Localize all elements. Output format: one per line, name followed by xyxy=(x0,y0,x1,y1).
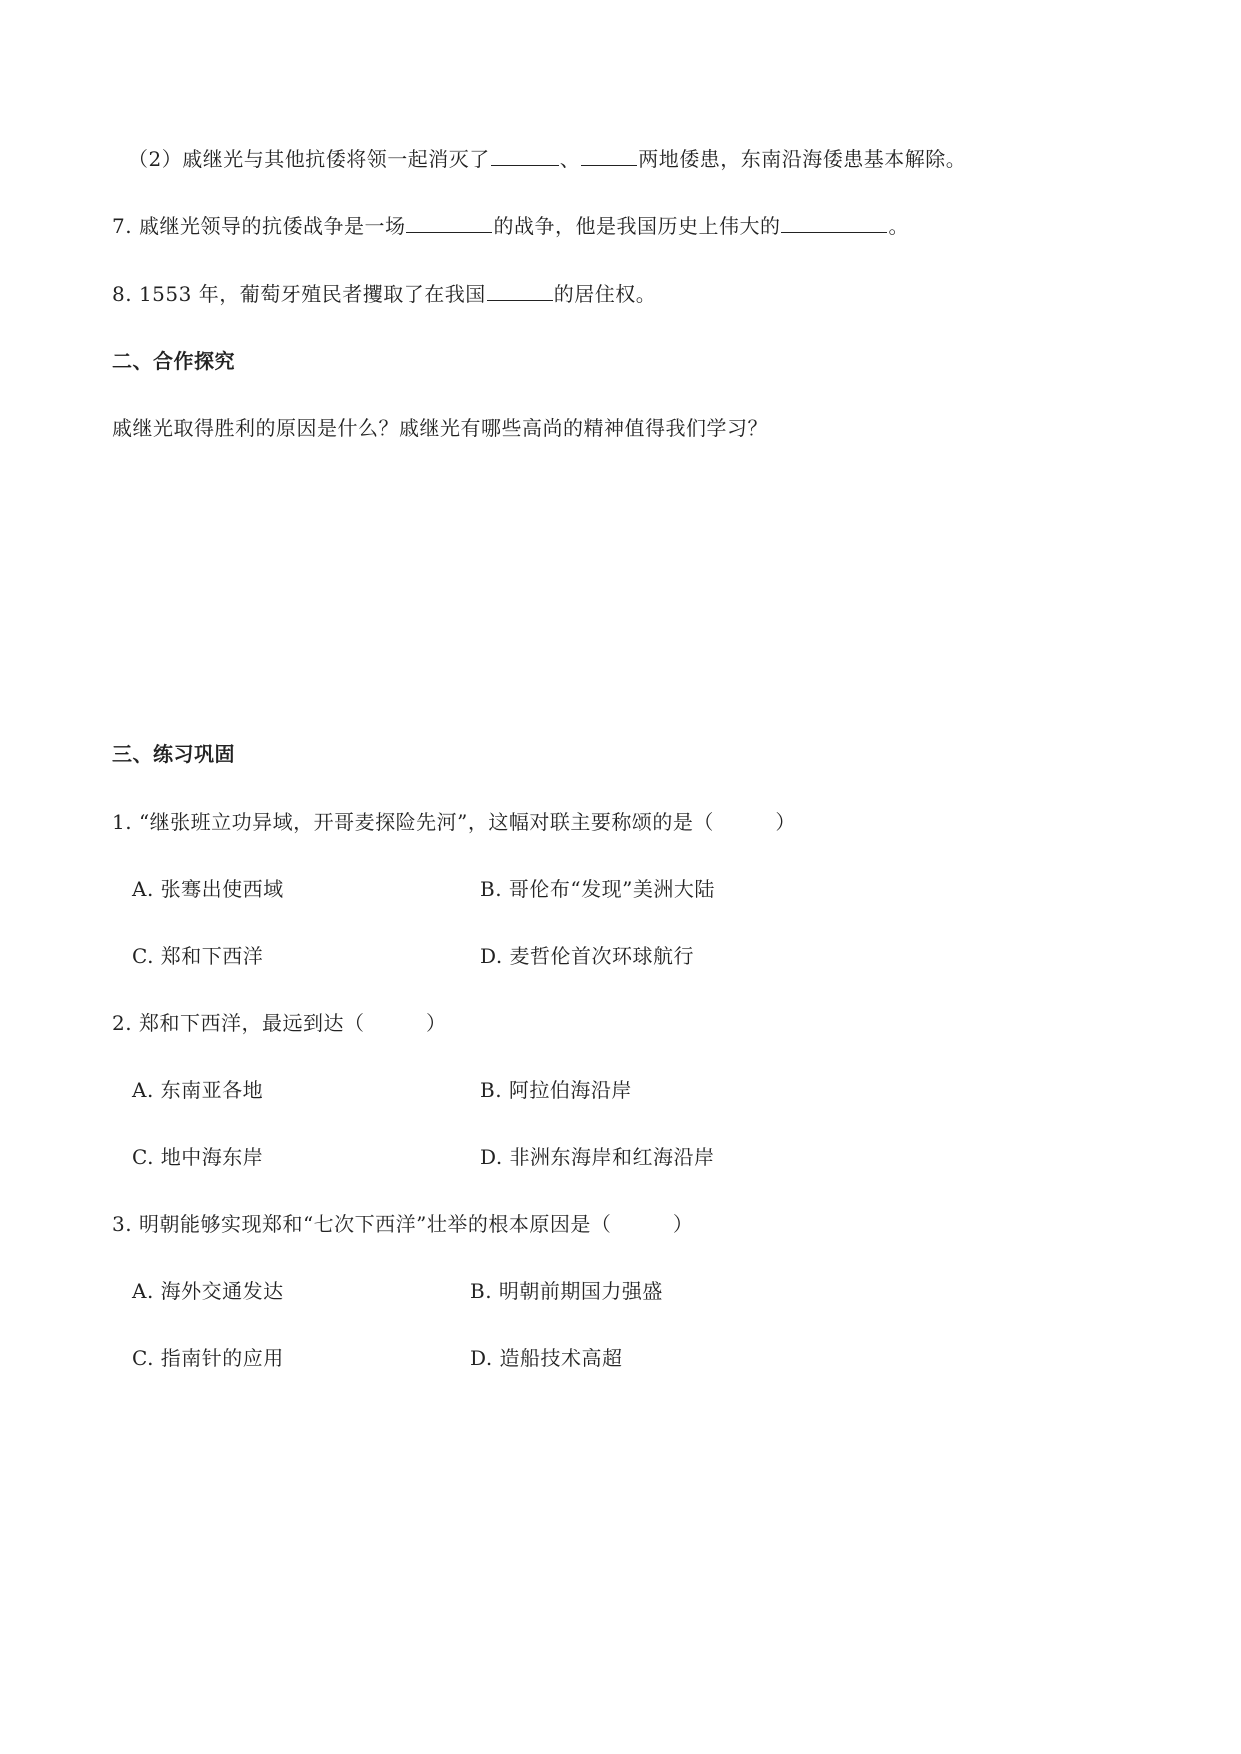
mc-question-1-option-c[interactable]: C. 郑和下西洋 xyxy=(132,944,264,968)
mc-question-1-option-b[interactable]: B. 哥伦布“发现”美洲大陆 xyxy=(480,877,715,901)
mc-question-2-option-b[interactable]: B. 阿拉伯海沿岸 xyxy=(480,1078,632,1102)
q7-text-1: 7. 戚继光领导的抗倭战争是一场 xyxy=(112,214,406,238)
answer-blank[interactable] xyxy=(406,214,492,233)
mc-question-2-option-a[interactable]: A. 东南亚各地 xyxy=(132,1078,264,1102)
q8-text-2: 的居住权。 xyxy=(553,282,657,306)
question-7 xyxy=(112,212,909,240)
section-2-heading: 二、合作探究 xyxy=(112,349,235,373)
mc-question-1-option-a[interactable]: A. 张骞出使西域 xyxy=(132,877,284,901)
section-2-question: 戚继光取得胜利的原因是什么？戚继光有哪些高尚的精神值得我们学习？ xyxy=(112,416,768,440)
answer-blank[interactable] xyxy=(581,147,637,166)
mc-question-3-option-b[interactable]: B. 明朝前期国力强盛 xyxy=(470,1279,663,1303)
mc-question-2-stem: 2. 郑和下西洋，最远到达（ ） xyxy=(112,1011,447,1035)
mc-question-3-option-d[interactable]: D. 造船技术高超 xyxy=(470,1346,623,1370)
q7-text-2: 的战争，他是我国历史上伟大的 xyxy=(493,214,781,238)
question-8 xyxy=(112,280,656,308)
mc-question-3-stem: 3. 明朝能够实现郑和“七次下西洋”壮举的根本原因是（ ） xyxy=(112,1212,694,1236)
q8-text-1: 8. 1553 年，葡萄牙殖民者攫取了在我国 xyxy=(112,282,486,306)
mc-question-2-option-c[interactable]: C. 地中海东岸 xyxy=(132,1145,264,1169)
question-6-part-2 xyxy=(128,145,966,173)
q7-text-3: 。 xyxy=(888,214,909,238)
mc-question-3-option-a[interactable]: A. 海外交通发达 xyxy=(132,1279,284,1303)
answer-blank[interactable] xyxy=(781,214,887,233)
q6-2-text-3: 两地倭患，东南沿海倭患基本解除。 xyxy=(638,147,967,171)
mc-question-1-stem: 1. “继张班立功异域，开哥麦探险先河”，这幅对联主要称颂的是（ ） xyxy=(112,810,796,834)
mc-question-3-option-c[interactable]: C. 指南针的应用 xyxy=(132,1346,284,1370)
section-3-heading: 三、练习巩固 xyxy=(112,742,235,766)
mc-question-1-option-d[interactable]: D. 麦哲伦首次环球航行 xyxy=(480,944,695,968)
q6-2-text-1: （2）戚继光与其他抗倭将领一起消灭了 xyxy=(128,147,490,171)
answer-blank[interactable] xyxy=(487,282,553,301)
q6-2-text-2: 、 xyxy=(559,147,581,171)
answer-blank[interactable] xyxy=(491,147,559,166)
mc-question-2-option-d[interactable]: D. 非洲东海岸和红海沿岸 xyxy=(480,1145,715,1169)
